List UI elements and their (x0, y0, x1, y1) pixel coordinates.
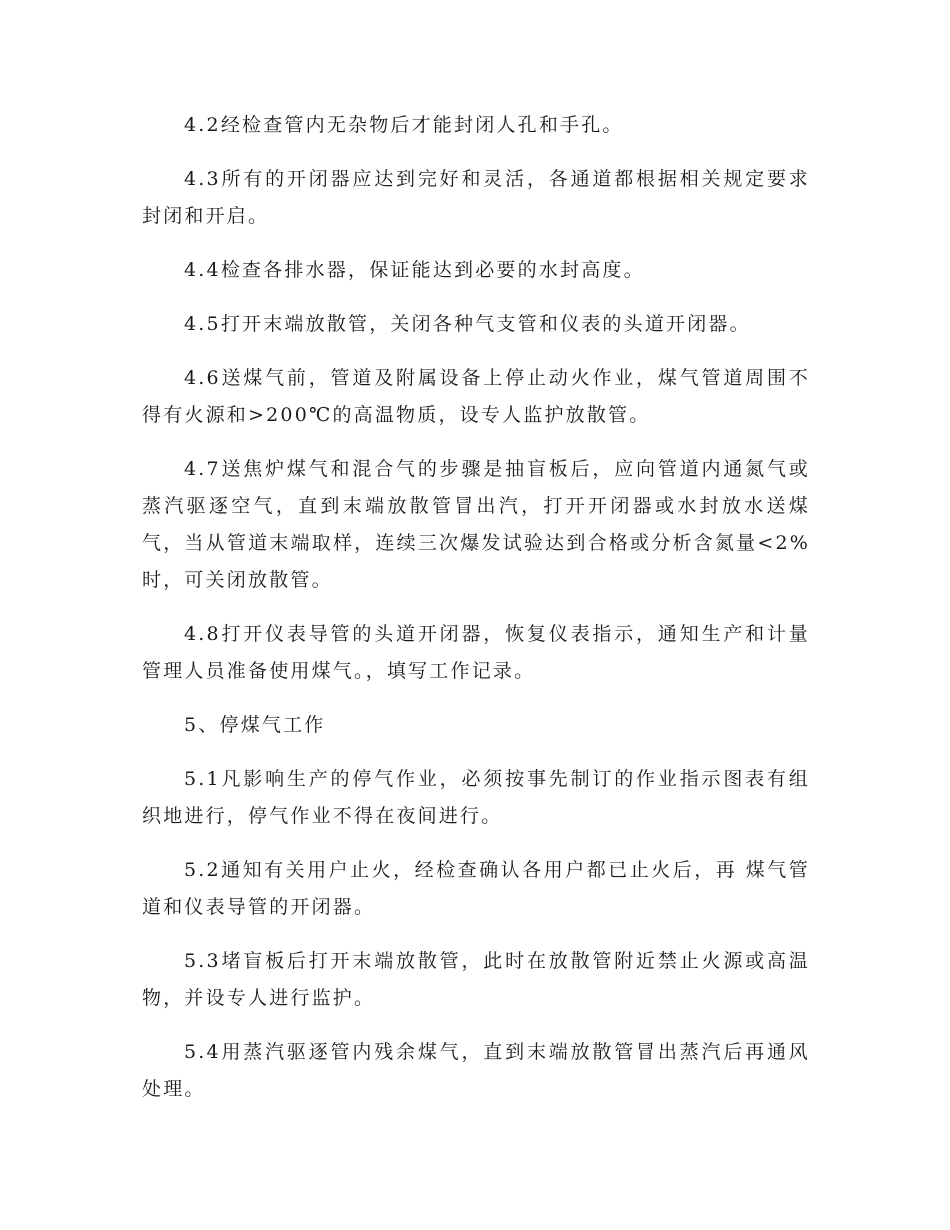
paragraph-4-5: 4.5打开末端放散管，关闭各种气支管和仪表的头道开闭器。 (184, 313, 751, 335)
paragraph-4-6: 4.6送煤气前，管道及附属设备上停止动火作业，煤气管道周围不得有火源和>200℃的高温物质，设专人监护放散管。 (142, 367, 810, 426)
paragraph-4-2: 4.2经检查管内无杂物后才能封闭人孔和手孔。 (184, 114, 624, 136)
paragraph-5-1: 5.1凡影响生产的停气作业，必须按事先制订的作业指示图表有组织地进行，停气作业不得在夜间进行。 (142, 768, 810, 827)
paragraph-4-4: 4.4检查各排水器，保证能达到必要的水封高度。 (184, 259, 645, 281)
section-heading-5: 5、停煤气工作 (184, 714, 326, 736)
paragraph-5-2: 5.2通知有关用户止火，经检查确认各用户都已止火后，再 煤气管道和仪表导管的开闭器。 (142, 859, 810, 918)
paragraph-4-3: 4.3所有的开闭器应达到完好和灵活，各通道都根据相关规定要求封闭和开启。 (142, 168, 810, 227)
document-body (142, 107, 810, 1125)
paragraph-4-7: 4.7送焦炉煤气和混合气的步骤是抽盲板后，应向管道内通氮气或蒸汽驱逐空气，直到末端放散管冒出汽，打开开闭器或水封放水送煤气，当从管道末端取样，连续三次爆发试验达到合格或分析含氮量<2%时，可关闭放散管。 (142, 458, 810, 591)
paragraph-4-8: 4.8打开仪表导管的头道开闭器，恢复仪表指示，通知生产和计量管理人员准备使用煤气。，填写工作记录。 (142, 623, 810, 682)
paragraph-5-4: 5.4用蒸汽驱逐管内残余煤气，直到末端放散管冒出蒸汽后再通风处理。 (142, 1041, 810, 1100)
paragraph-5-3: 5.3堵盲板后打开末端放散管，此时在放散管附近禁止火源或高温物，并设专人进行监护。 (142, 950, 810, 1009)
